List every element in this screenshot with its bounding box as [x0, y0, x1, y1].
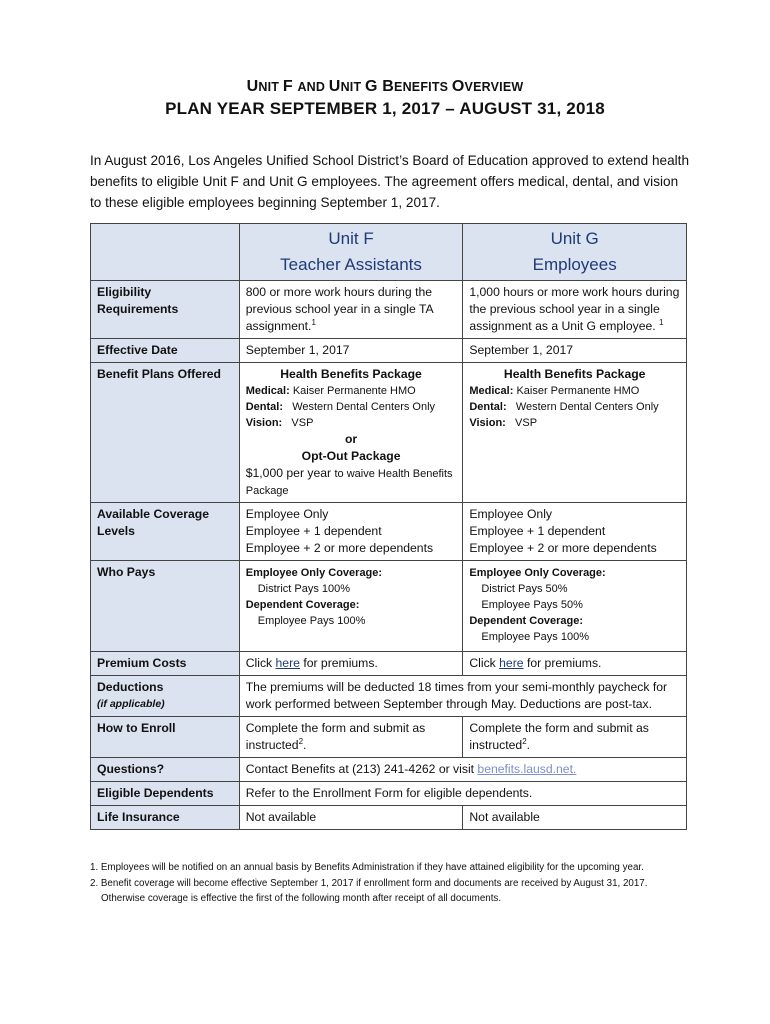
- plan-year-subtitle: PLAN YEAR SEPTEMBER 1, 2017 – AUGUST 31, 2018: [165, 99, 605, 118]
- who-pays-unit-f: Employee Only Coverage: District Pays 100% Dependent Coverage: Employee Pays 100%: [239, 561, 463, 652]
- coverage-levels-unit-g: Employee Only Employee + 1 dependent Employee + 2 or more dependents: [463, 503, 687, 561]
- who-pays-label: Who Pays: [91, 561, 240, 652]
- header-empty-cell: [91, 224, 240, 281]
- table-header-row: [91, 224, 687, 281]
- eligible-dependents-label: Eligible Dependents: [91, 782, 240, 806]
- questions-row: [91, 758, 687, 782]
- footnote-1: 1. Employees will be notified on an annual basis by Benefits Administration if they have attained eligibility for the upcoming year.: [90, 862, 644, 873]
- intro-paragraph: In August 2016, Los Angeles Unified School District’s Board of Education approved to extend health benefits to eligible Unit F and Unit G employees. The agreement offers medical, dental, and vision to these eligible employees beginning September 1, 2017.: [90, 153, 690, 210]
- benefit-plans-row: [91, 363, 687, 503]
- questions-text: Contact Benefits at (213) 241-4262 or visit benefits.lausd.net.: [239, 758, 686, 782]
- who-pays-unit-g: Employee Only Coverage: District Pays 50% Employee Pays 50% Dependent Coverage: Employee Pays 100%: [463, 561, 687, 652]
- footnote-2: 2. Benefit coverage will become effective September 1, 2017 if enrollment form and documents are received by August 31, 2017.: [90, 878, 648, 889]
- benefits-table: [90, 223, 687, 830]
- premium-link-unit-g[interactable]: here: [499, 656, 524, 670]
- effective-date-label: Effective Date: [91, 339, 240, 363]
- effective-date-unit-g: September 1, 2017: [463, 339, 687, 363]
- questions-label: Questions?: [91, 758, 240, 782]
- life-insurance-row: [91, 806, 687, 830]
- benefit-plans-label: Benefit Plans Offered: [91, 363, 240, 503]
- how-to-enroll-row: [91, 717, 687, 758]
- footnote-2-continued: Otherwise coverage is effective the first of the following month after receipt of all documents.: [101, 893, 502, 904]
- eligibility-row: [91, 281, 687, 339]
- how-to-enroll-unit-f: Complete the form and submit as instructed$^2$.: [239, 717, 463, 758]
- effective-date-row: [91, 339, 687, 363]
- effective-date-unit-f: September 1, 2017: [239, 339, 463, 363]
- eligibility-unit-f: 800 or more work hours during the previous school year in a single TA assignment.$^1$: [239, 281, 463, 339]
- how-to-enroll-label: How to Enroll: [91, 717, 240, 758]
- how-to-enroll-unit-g: Complete the form and submit as instructed$^2$.: [463, 717, 687, 758]
- deductions-label: Deductions (if applicable): [91, 676, 240, 717]
- premium-costs-unit-f: Click here for premiums.: [239, 652, 463, 676]
- coverage-levels-label: Available Coverage Levels: [91, 503, 240, 561]
- eligibility-label: Eligibility Requirements: [91, 281, 240, 339]
- premium-costs-row: [91, 652, 687, 676]
- document-title: UNIT F AND UNIT G BENEFITS OVERVIEW: [246, 78, 524, 95]
- premium-link-unit-f[interactable]: here: [275, 656, 300, 670]
- benefits-website-link[interactable]: benefits.lausd.net.: [477, 762, 577, 776]
- benefit-plans-unit-g: Health Benefits Package Medical: Kaiser Permanente HMO Dental: Western Dental Centers Only Vision: VSP: [463, 363, 687, 503]
- deductions-text: The premiums will be deducted 18 times from your semi-monthly paycheck for work performed between September through May. Deductions are post-tax.: [239, 676, 686, 717]
- unit-g-header: Unit G Employees: [463, 224, 687, 281]
- premium-costs-unit-g: Click here for premiums.: [463, 652, 687, 676]
- unit-f-header: Unit F Teacher Assistants: [239, 224, 463, 281]
- life-insurance-unit-g: Not available: [463, 806, 687, 830]
- eligible-dependents-row: [91, 782, 687, 806]
- who-pays-row: [91, 561, 687, 652]
- premium-costs-label: Premium Costs: [91, 652, 240, 676]
- coverage-levels-row: [91, 503, 687, 561]
- life-insurance-label: Life Insurance: [91, 806, 240, 830]
- benefit-plans-unit-f: Health Benefits Package Medical: Kaiser Permanente HMO Dental: Western Dental Centers Only Vision: VSP or Opt-Out Package $1,000 per year to waive Health Benefits Package: [239, 363, 463, 503]
- eligibility-unit-g: 1,000 hours or more work hours during the previous school year in a single assignment as a Unit G employee. $^1$: [463, 281, 687, 339]
- eligible-dependents-text: Refer to the Enrollment Form for eligible dependents.: [239, 782, 686, 806]
- coverage-levels-unit-f: Employee Only Employee + 1 dependent Employee + 2 or more dependents: [239, 503, 463, 561]
- life-insurance-unit-f: Not available: [239, 806, 463, 830]
- deductions-row: [91, 676, 687, 717]
